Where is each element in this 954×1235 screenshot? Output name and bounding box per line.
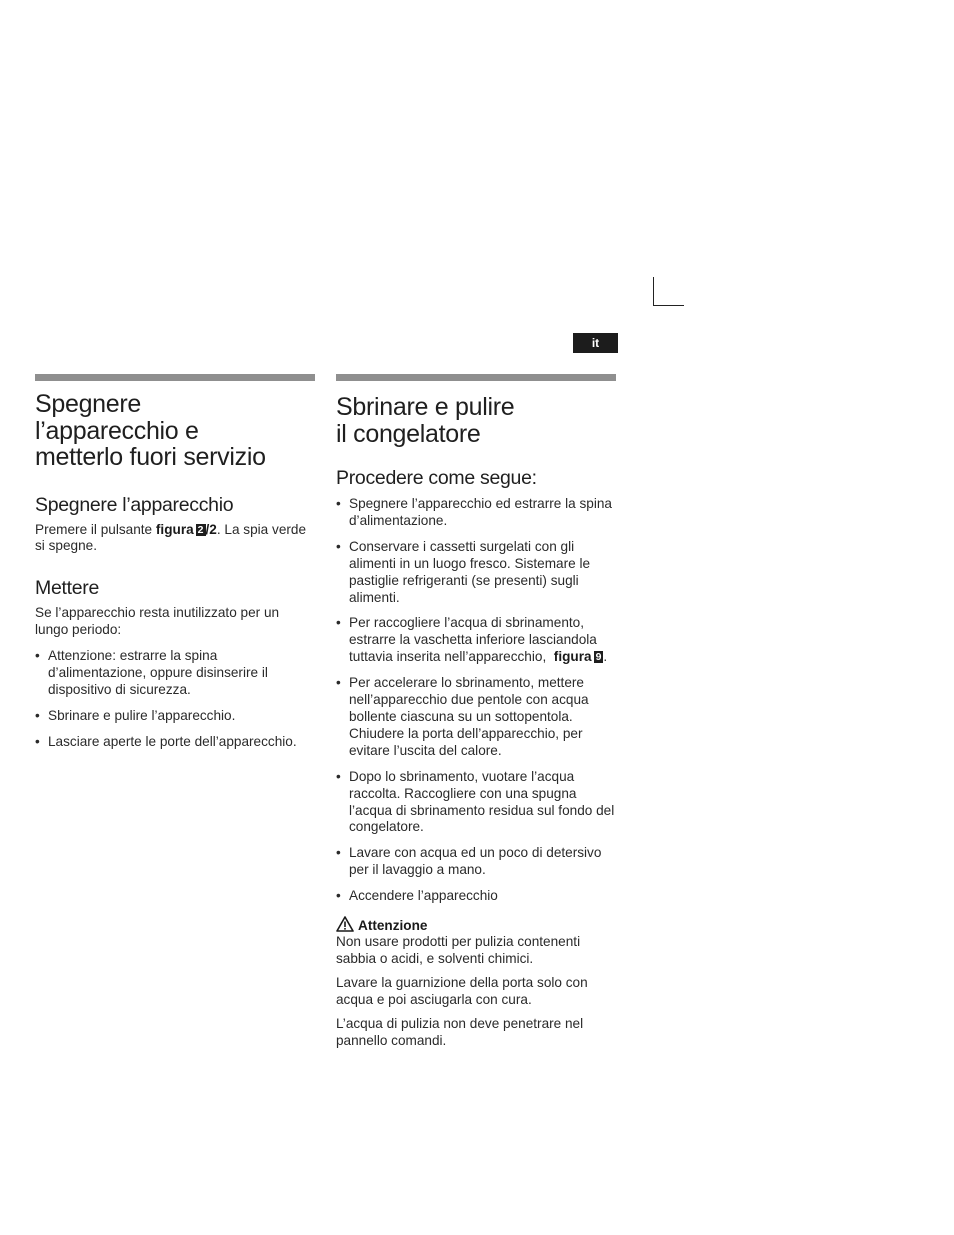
warning-triangle-icon (336, 916, 354, 932)
figure-ref-word: figura (155, 521, 194, 537)
switch-off-heading: Spegnere l’apparecchio (35, 493, 234, 516)
put-out-of-service-list (35, 648, 315, 751)
switch-off-text-before: Premere il pulsante (35, 521, 153, 537)
crop-mark-vertical (653, 277, 654, 306)
right-title-line-2: il congelatore (336, 419, 481, 448)
list-item: • Attenzione: estrarre la spina d’alimentazione, oppure disinserire il dispositivo di sicurezza. (35, 648, 268, 697)
switch-off-text (35, 522, 315, 556)
left-column (35, 374, 315, 760)
figure-number-badge: 2 (197, 523, 204, 536)
right-title (336, 394, 616, 447)
list-item-text: Conservare i cassetti surgelati con gli alimenti in un luogo fresco. Sistemare le pastiglie refrigeranti (se presenti) sugli alimenti. (349, 538, 591, 605)
put-out-of-service-intro: Se l’apparecchio resta inutilizzato per un lungo periodo: (35, 605, 280, 638)
list-item: • Sbrinare e pulire l’apparecchio. (35, 707, 236, 723)
list-item: • Spegnere l’apparecchio ed estrarre la spina d’alimentazione. (336, 496, 612, 528)
switch-off-text-after: . La spia verde si spegne. (35, 521, 307, 554)
procedure-list (336, 496, 616, 905)
figure-ref-word: figura (553, 649, 592, 665)
list-item: • Lavare con acqua ed un poco di detersivo per il lavaggio a mano. (336, 845, 602, 878)
list-item: • Conservare i cassetti surgelati con gli alimenti in un luogo fresco. Sistemare le pastiglie refrigeranti (se presenti) sugli alimenti. (336, 538, 591, 605)
warning-title: Attenzione (358, 918, 428, 934)
list-item-text: Lavare con acqua ed un poco di detersivo per il lavaggio a mano. (349, 845, 602, 878)
list-item: • Per accelerare lo sbrinamento, mettere nell’apparecchio due pentole con acqua bollente ciascuna su un sottopentola. Chiudere la porta dell’apparecchio, per evitare l’uscita del calore. (336, 675, 589, 758)
warning-paragraph: Lavare la guarnizione della porta solo con acqua e poi asciugarla con cura. (336, 974, 588, 1007)
list-item: • Accendere l’apparecchio (336, 888, 498, 904)
warning-header (336, 916, 616, 934)
list-item-text: Accendere l’apparecchio (349, 888, 498, 904)
list-item: • Dopo lo sbrinamento, vuotare l’acqua raccolta. Raccogliere con una spugna l’acqua di sbrinamento residua sul fondo del congelatore. (336, 768, 615, 835)
figure-ref-suffix: /2 (205, 521, 217, 537)
list-item-text: Sbrinare e pulire l’apparecchio. (48, 707, 236, 723)
warning-block (336, 916, 616, 1049)
figure-ref-suffix: . (603, 649, 608, 665)
list-item-text: Per raccogliere l’acqua di sbrinamento, estrarre la vaschetta inferiore lasciandola tuttavia inserita nell’apparecchio, (349, 615, 597, 665)
warning-paragraph: L’acqua di pulizia non deve penetrare nel pannello comandi. (336, 1015, 584, 1048)
figure-number-badge: 9 (595, 651, 602, 664)
right-column (336, 374, 616, 1056)
section-bar (35, 374, 315, 381)
list-item-text: Attenzione: estrarre la spina d’alimentazione, oppure disinserire il dispositivo di sicurezza. (48, 648, 268, 697)
section-bar (336, 374, 616, 381)
put-out-of-service-heading: Mettere (35, 577, 100, 600)
left-title-line-2: l’apparecchio e (35, 416, 199, 445)
language-tab: it (573, 333, 618, 353)
list-item: • Lasciare aperte le porte dell’apparecchio. (35, 733, 297, 749)
left-title (35, 391, 315, 471)
left-title-line-1: Spegnere (35, 390, 142, 418)
list-item-text: Per accelerare lo sbrinamento, mettere nell’apparecchio due pentole con acqua bollente ciascuna su un sottopentola. Chiudere la porta dell’apparecchio, per evitare l’uscita del calore. (349, 675, 589, 758)
list-item-text: Dopo lo sbrinamento, vuotare l’acqua raccolta. Raccogliere con una spugna l’acqua di sbrinamento residua sul fondo del congelatore. (349, 768, 615, 835)
right-title-line-1: Sbrinare e pulire (336, 393, 515, 421)
warning-paragraph: Non usare prodotti per pulizia contenenti sabbia o acidi, e solventi chimici. (336, 934, 581, 966)
crop-mark-horizontal (653, 305, 684, 306)
list-item-text: Lasciare aperte le porte dell’apparecchio. (48, 733, 297, 749)
procedure-heading: Procedere come segue: (336, 467, 537, 489)
left-title-line-3: metterlo fuori servizio (35, 443, 266, 471)
list-item-text: Spegnere l’apparecchio ed estrarre la spina d’alimentazione. (349, 496, 612, 528)
list-item: • Per raccogliere l’acqua di sbrinamento, estrarre la vaschetta inferiore lasciandola tuttavia inserita nell’apparecchio, figura 9 . (336, 615, 608, 665)
